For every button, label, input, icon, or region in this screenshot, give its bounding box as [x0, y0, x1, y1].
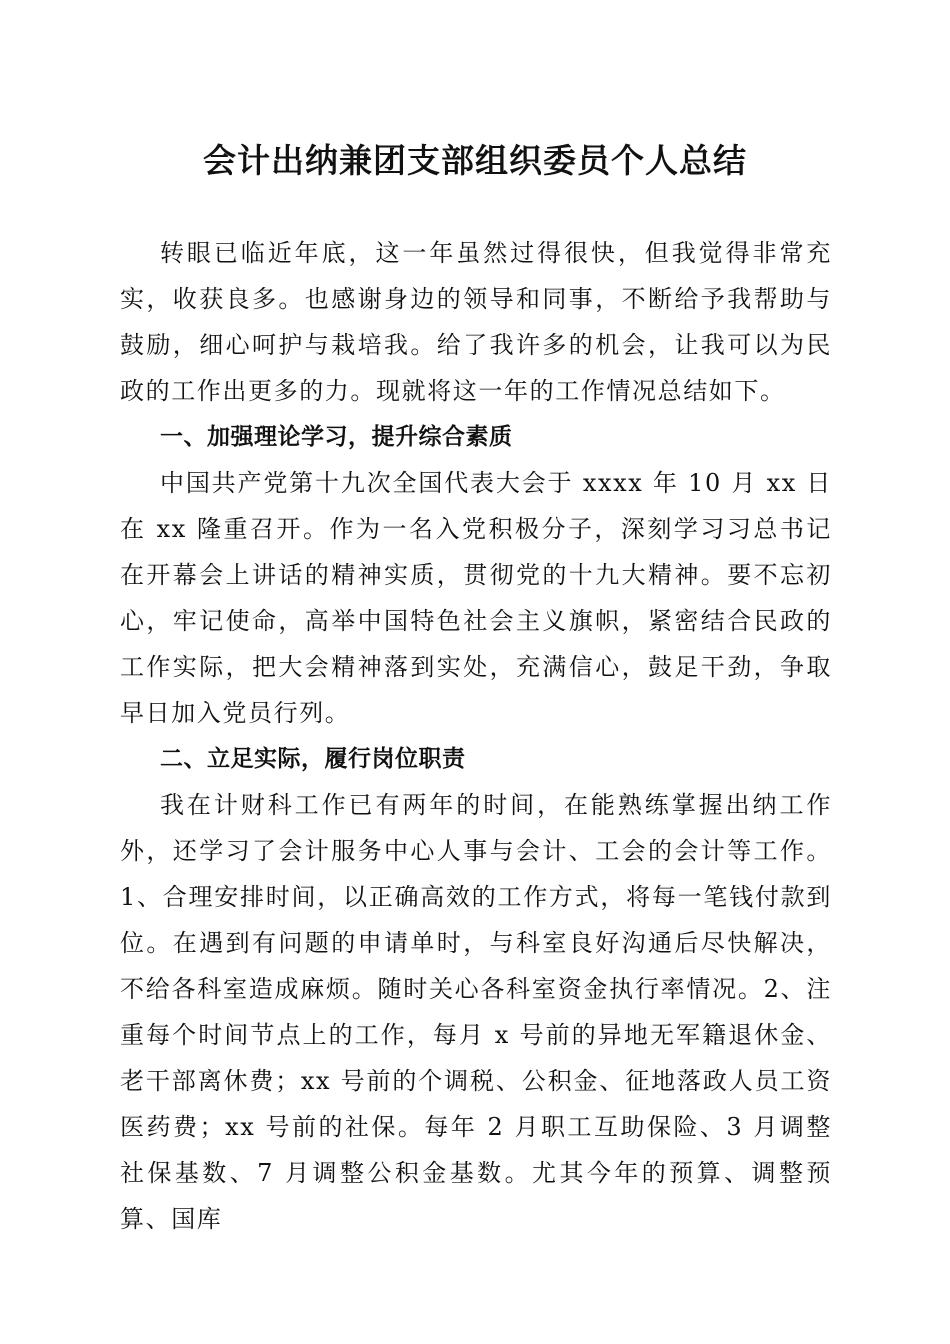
- document-body: [120, 230, 832, 1242]
- section-1-paragraph: 中国共产党第十九次全国代表大会于 xxxx 年 10 月 xx 日在 xx 隆重召开。作为一名入党积极分子，深刻学习习总书记在开幕会上讲话的精神实质，贯彻党的十九大精神。要不忘初心，牢记使命，高举中国特色社会主义旗帜，紧密结合民政的工作实际，把大会精神落到实处，充满信心，鼓足干劲，争取早日加入党员行列。: [120, 469, 832, 727]
- intro-paragraph: 转眼已临近年底，这一年虽然过得很快，但我觉得非常充实，收获良多。也感谢身边的领导和同事，不断给予我帮助与鼓励，细心呵护与栽培我。给了我许多的机会，让我可以为民政的工作出更多的力。现就将这一年的工作情况总结如下。: [120, 239, 832, 405]
- section-heading-1: 一、加强理论学习，提升综合素质: [160, 424, 513, 450]
- section-heading-2: 二、立足实际，履行岗位职责: [160, 746, 466, 772]
- document-title: 会计出纳兼团支部组织委员个人总结: [203, 141, 747, 180]
- section-2-paragraph: 我在计财科工作已有两年的时间，在能熟练掌握出纳工作外，还学习了会计服务中心人事与会计、工会的会计等工作。1、合理安排时间，以正确高效的工作方式，将每一笔钱付款到位。在遇到有问题的申请单时，与科室良好沟通后尽快解决，不给各科室造成麻烦。随时关心各科室资金执行率情况。2、注重每个时间节点上的工作，每月 x 号前的异地无军籍退休金、老干部离休费；xx 号前的个调税、公积金、征地落政人员工资医药费；xx 号前的社保。每年 2 月职工互助保险、3 月调整社保基数、7 月调整公积金基数。尤其今年的预算、调整预算、国库: [120, 791, 832, 1233]
